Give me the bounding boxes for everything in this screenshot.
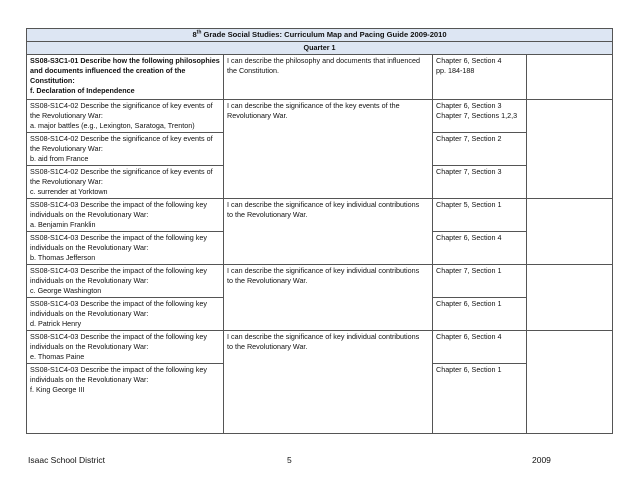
- reference-cell: [433, 298, 527, 331]
- reference-line: pp. 184-188: [436, 66, 475, 75]
- standard-line: a. Benjamin Franklin: [30, 220, 96, 229]
- reference-line: Chapter 6, Section 4: [436, 56, 502, 65]
- objective-line: to the Revolutionary War.: [227, 276, 308, 285]
- objective-cell: [224, 100, 433, 199]
- standard-line: individuals on the Revolutionary War:: [30, 276, 149, 285]
- standard-line: f. King George III: [30, 385, 85, 394]
- standard-cell: [27, 364, 224, 434]
- footer-year: 2009: [532, 455, 551, 465]
- footer-page-number: 5: [287, 455, 292, 465]
- reference-cell: [433, 331, 527, 364]
- standard-line: SS08-S1C4-03 Describe the impact of the following key: [30, 365, 207, 374]
- title-grade: 8: [192, 30, 197, 39]
- standard-line: individuals on the Revolutionary War:: [30, 375, 149, 384]
- standard-cell: [27, 232, 224, 265]
- standard-cell: [27, 199, 224, 232]
- standard-line: f. Declaration of Independence: [30, 86, 135, 95]
- objective-line: Revolutionary War.: [227, 111, 288, 120]
- standard-line: SS08-S3C1-01 Describe how the following philosophies: [30, 56, 220, 65]
- objective-cell: [224, 331, 433, 434]
- objective-line: to the Revolutionary War.: [227, 210, 308, 219]
- reference-line: Chapter 6, Section 3: [436, 101, 502, 110]
- standard-line: a. major battles (e.g., Lexington, Saratoga, Trenton): [30, 121, 195, 130]
- reference-cell: [433, 232, 527, 265]
- standard-line: SS08-S1C4-02 Describe the significance of key events of: [30, 101, 213, 110]
- standard-line: SS08-S1C4-03 Describe the impact of the following key: [30, 332, 207, 341]
- reference-line: Chapter 7, Section 1: [436, 266, 502, 275]
- reference-line: Chapter 6, Section 4: [436, 233, 502, 242]
- standard-line: SS08-S1C4-02 Describe the significance of key events of: [30, 134, 213, 143]
- standard-line: the Revolutionary War:: [30, 111, 103, 120]
- table-row: [27, 331, 613, 364]
- standard-line: SS08-S1C4-02 Describe the significance of key events of: [30, 167, 213, 176]
- standard-line: the Revolutionary War:: [30, 177, 103, 186]
- standard-line: individuals on the Revolutionary War:: [30, 342, 149, 351]
- reference-line: Chapter 7, Section 2: [436, 134, 502, 143]
- reference-line: Chapter 5, Section 1: [436, 200, 502, 209]
- curriculum-table: [26, 28, 613, 434]
- standard-line: d. Patrick Henry: [30, 319, 82, 328]
- reference-line: Chapter 6, Section 1: [436, 365, 502, 374]
- reference-cell: [433, 133, 527, 166]
- standard-line: c. George Washington: [30, 286, 102, 295]
- reference-cell: [433, 199, 527, 232]
- standard-line: SS08-S1C4-03 Describe the impact of the following key: [30, 200, 207, 209]
- standard-line: e. Thomas Paine: [30, 352, 85, 361]
- objective-cell: [224, 199, 433, 265]
- quarter-label: Quarter 1: [27, 42, 613, 55]
- title-text: Grade Social Studies: Curriculum Map and Pacing Guide 2009-2010: [201, 30, 447, 39]
- standard-line: SS08-S1C4-03 Describe the impact of the following key: [30, 299, 207, 308]
- reference-line: Chapter 6, Section 1: [436, 299, 502, 308]
- objective-line: I can describe the significance of key individual contributions: [227, 332, 420, 341]
- standard-line: b. Thomas Jefferson: [30, 253, 96, 262]
- objective-cell: [224, 265, 433, 331]
- table-row: [27, 199, 613, 232]
- table-row: [27, 100, 613, 133]
- standard-line: individuals on the Revolutionary War:: [30, 210, 149, 219]
- reference-cell: [433, 55, 527, 100]
- standard-cell: [27, 133, 224, 166]
- objective-cell: [224, 55, 433, 100]
- title-sup: th: [196, 29, 202, 36]
- reference-cell: [433, 166, 527, 199]
- standard-line: Constitution:: [30, 76, 75, 85]
- standard-line: individuals on the Revolutionary War:: [30, 243, 149, 252]
- standard-line: and documents influenced the creation of the: [30, 66, 186, 75]
- standard-line: individuals on the Revolutionary War:: [30, 309, 149, 318]
- reference-line: Chapter 7, Section 3: [436, 167, 502, 176]
- objective-line: I can describe the significance of key individual contributions: [227, 266, 420, 275]
- reference-cell: [433, 265, 527, 298]
- footer-district: Isaac School District: [28, 455, 105, 465]
- reference-cell: [433, 100, 527, 133]
- reference-line: Chapter 6, Section 4: [436, 332, 502, 341]
- standard-cell: [27, 298, 224, 331]
- objective-line: I can describe the philosophy and documents that influenced: [227, 56, 420, 65]
- reference-cell: [433, 364, 527, 434]
- empty-cell: [527, 55, 613, 100]
- standard-line: b. aid from France: [30, 154, 89, 163]
- empty-cell: [527, 265, 613, 331]
- empty-cell: [527, 331, 613, 434]
- standard-line: c. surrender at Yorktown: [30, 187, 108, 196]
- document-title: [27, 29, 613, 42]
- objective-line: I can describe the significance of key individual contributions: [227, 200, 420, 209]
- standard-cell: [27, 100, 224, 133]
- objective-line: to the Revolutionary War.: [227, 342, 308, 351]
- standard-cell: [27, 55, 224, 100]
- standard-cell: [27, 331, 224, 364]
- standard-line: the Revolutionary War:: [30, 144, 103, 153]
- table-row: [27, 265, 613, 298]
- empty-cell: [527, 199, 613, 265]
- standard-cell: [27, 265, 224, 298]
- standard-line: SS08-S1C4-03 Describe the impact of the following key: [30, 266, 207, 275]
- standard-cell: [27, 166, 224, 199]
- table-row: [27, 55, 613, 100]
- objective-line: the Constitution.: [227, 66, 279, 75]
- empty-cell: [527, 100, 613, 199]
- objective-line: I can describe the significance of the key events of the: [227, 101, 400, 110]
- reference-line: Chapter 7, Sections 1,2,3: [436, 111, 518, 120]
- standard-line: SS08-S1C4-03 Describe the impact of the following key: [30, 233, 207, 242]
